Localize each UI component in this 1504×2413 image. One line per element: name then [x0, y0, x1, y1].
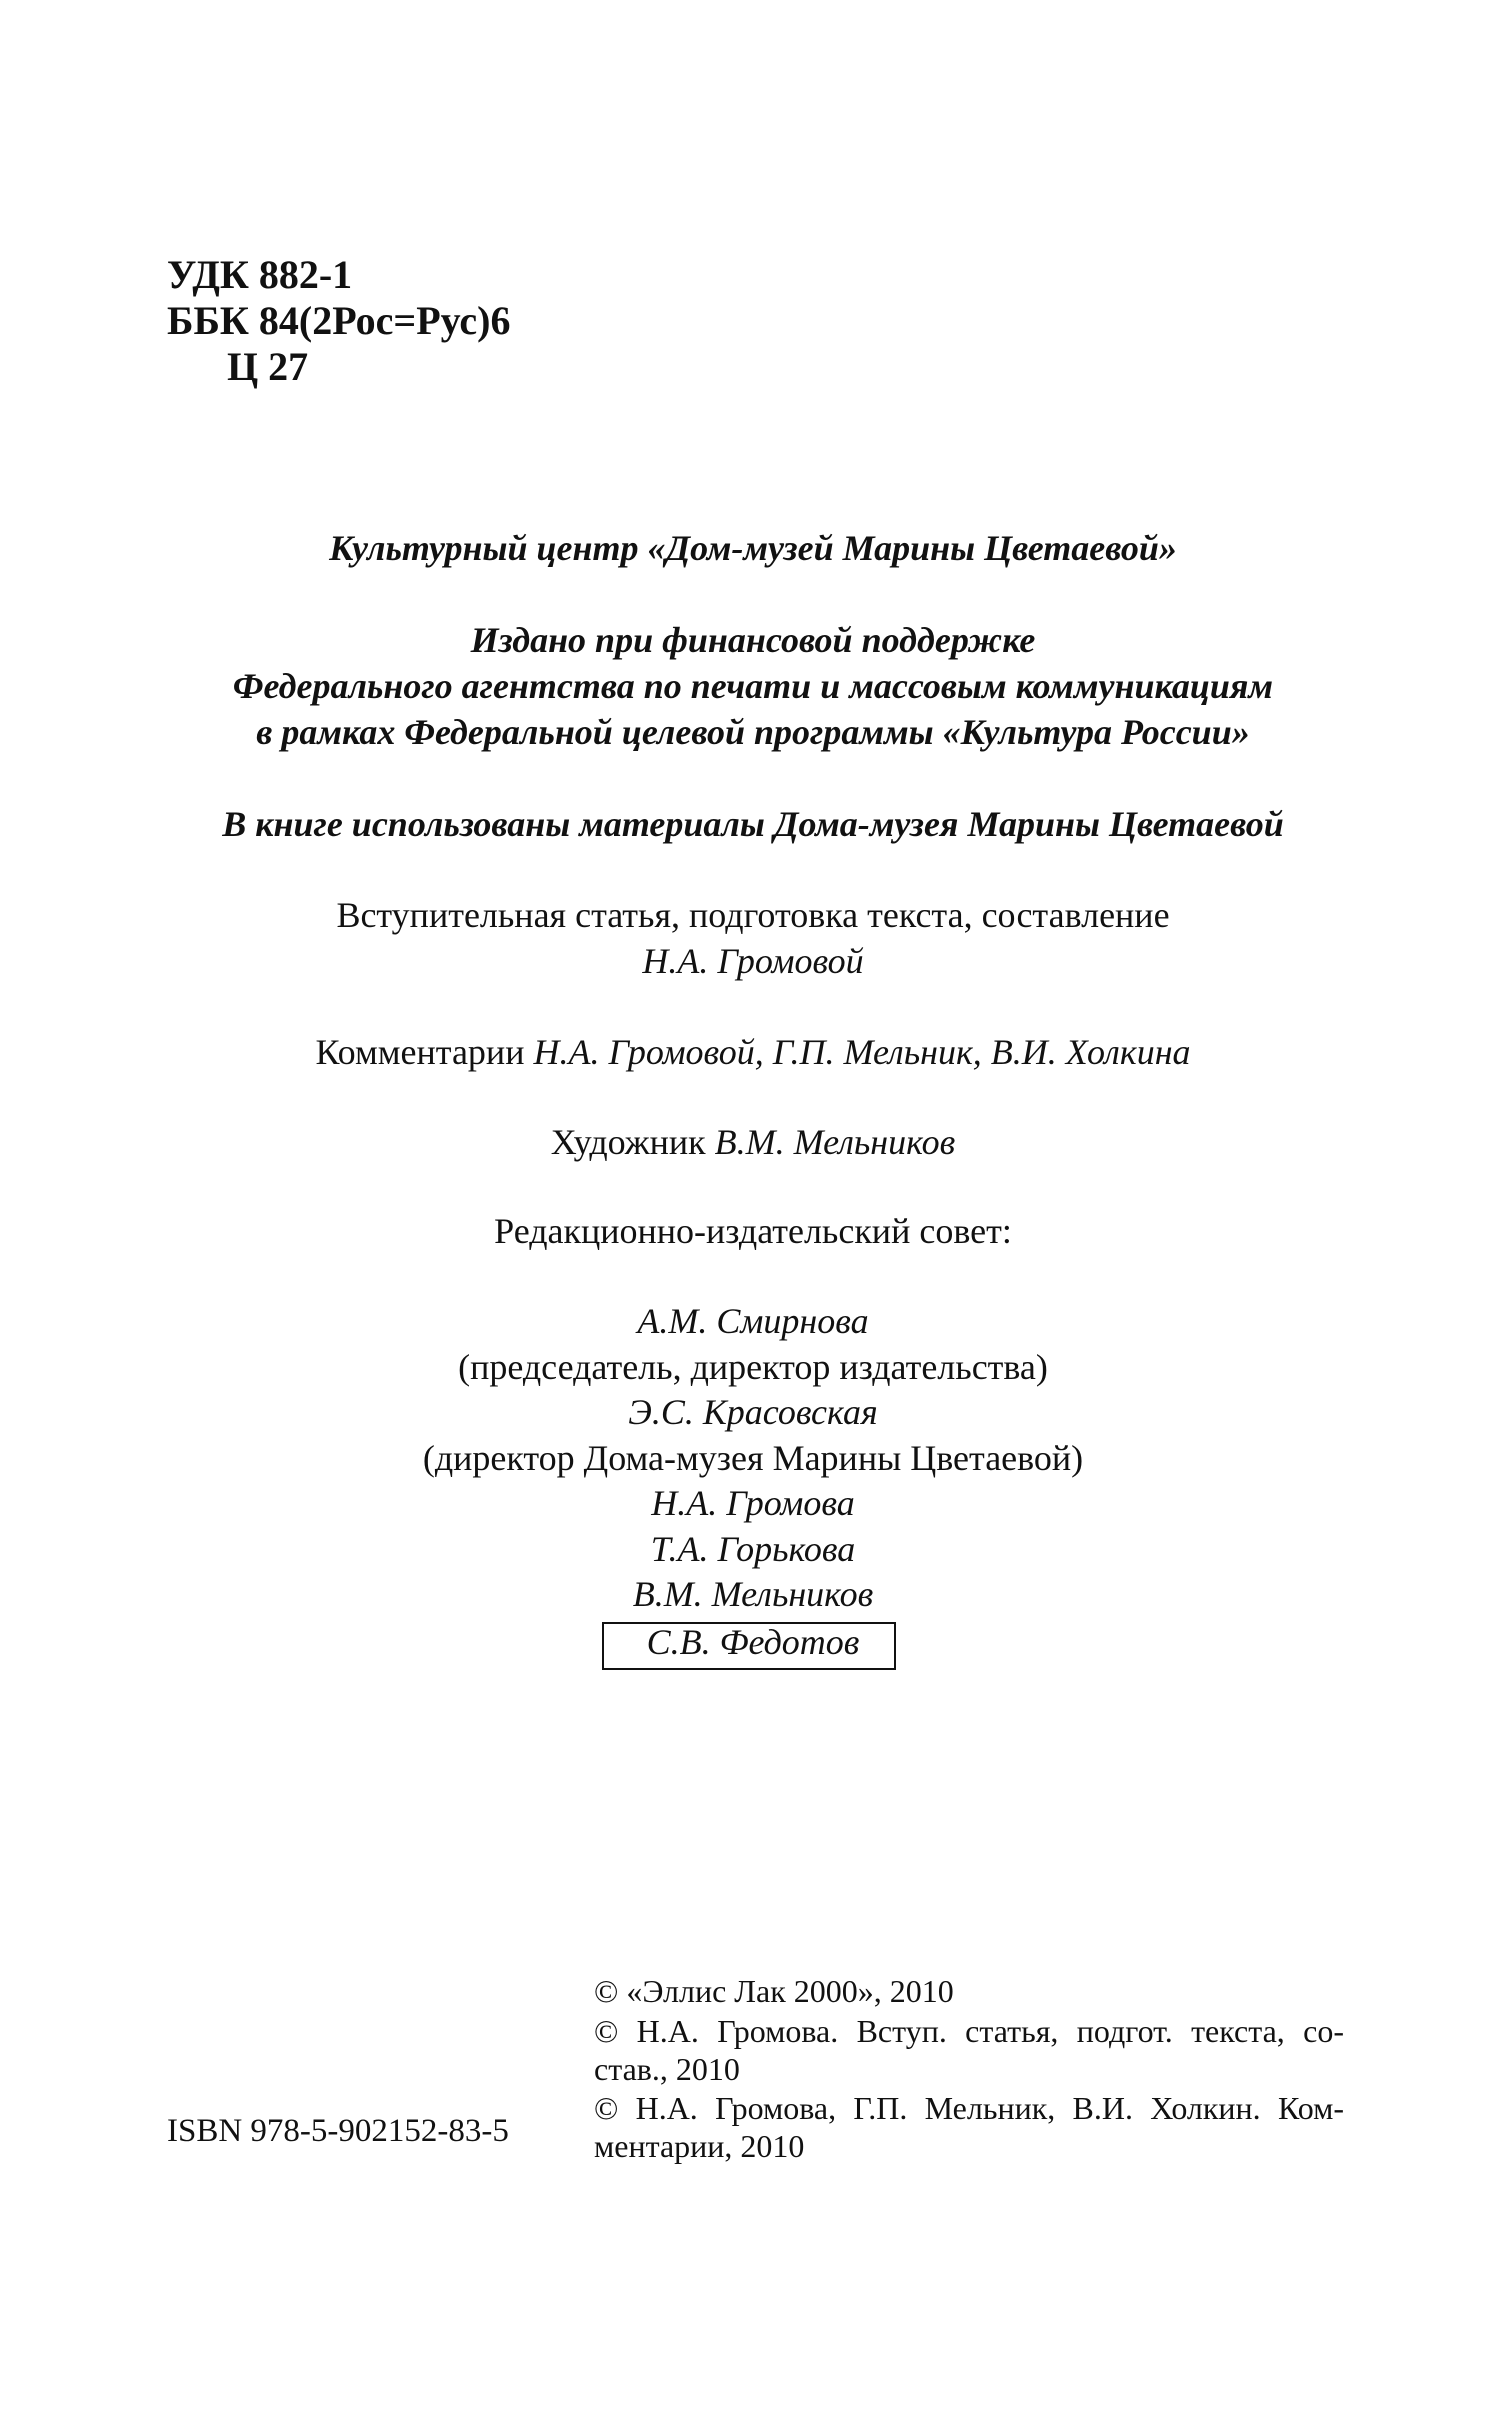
council-title: Редакционно-издательский совет:: [494, 1211, 1012, 1251]
publisher-note: Культурный центр «Дом-музей Марины Цветаевой»: [329, 528, 1177, 568]
intro-name: Н.А. Громовой: [642, 941, 864, 981]
comments-names: Н.А. Громовой, Г.П. Мельник, В.И. Холкина: [533, 1032, 1191, 1072]
council-member-framed: С.В. Федотов: [646, 1622, 860, 1662]
council-member: Т.А. Горькова: [650, 1529, 856, 1569]
copyright-line: ментарии, 2010: [594, 2128, 805, 2164]
copyright-line: © Н.А. Громова. Вступ. статья, подгот. текста, со-: [594, 2013, 1344, 2049]
council-member: Э.С. Красовская: [628, 1392, 878, 1432]
bbk-code: ББК 84(2Рос=Рус)6: [167, 298, 511, 343]
council-member: Н.А. Громова: [651, 1483, 855, 1523]
council-member-role: (директор Дома-музея Марины Цветаевой): [422, 1438, 1084, 1478]
materials-note: В книге использованы материалы Дома-музея Марины Цветаевой: [222, 804, 1284, 844]
comments-label: Комментарии: [315, 1032, 525, 1072]
artist-credit: [0, 1124, 1504, 1160]
council-member-role: (председатель, директор издательства): [458, 1347, 1048, 1387]
copyright-line: © «Эллис Лак 2000», 2010: [594, 1973, 954, 2009]
council-member: В.М. Мельников: [632, 1574, 874, 1614]
support-line: Федерального агентства по печати и массовым коммуникациям: [232, 666, 1274, 706]
isbn: ISBN 978-5-902152-83-5: [167, 2113, 509, 2149]
udk-code: УДК 882-1: [167, 252, 353, 297]
artist-name: В.М. Мельников: [714, 1122, 956, 1162]
support-line: в рамках Федеральной целевой программы «Культура России»: [256, 712, 1250, 752]
author-mark: Ц 27: [227, 344, 309, 389]
support-line: Издано при финансовой поддержке: [470, 620, 1036, 660]
council-member: А.М. Смирнова: [637, 1301, 869, 1341]
comments-credit: [0, 1034, 1504, 1070]
intro-label: Вступительная статья, подготовка текста, составление: [336, 895, 1170, 935]
copyright-line: став., 2010: [594, 2051, 740, 2087]
artist-label: Художник: [550, 1122, 706, 1162]
copyright-line: © Н.А. Громова, Г.П. Мельник, В.И. Холкин. Ком-: [594, 2090, 1344, 2126]
